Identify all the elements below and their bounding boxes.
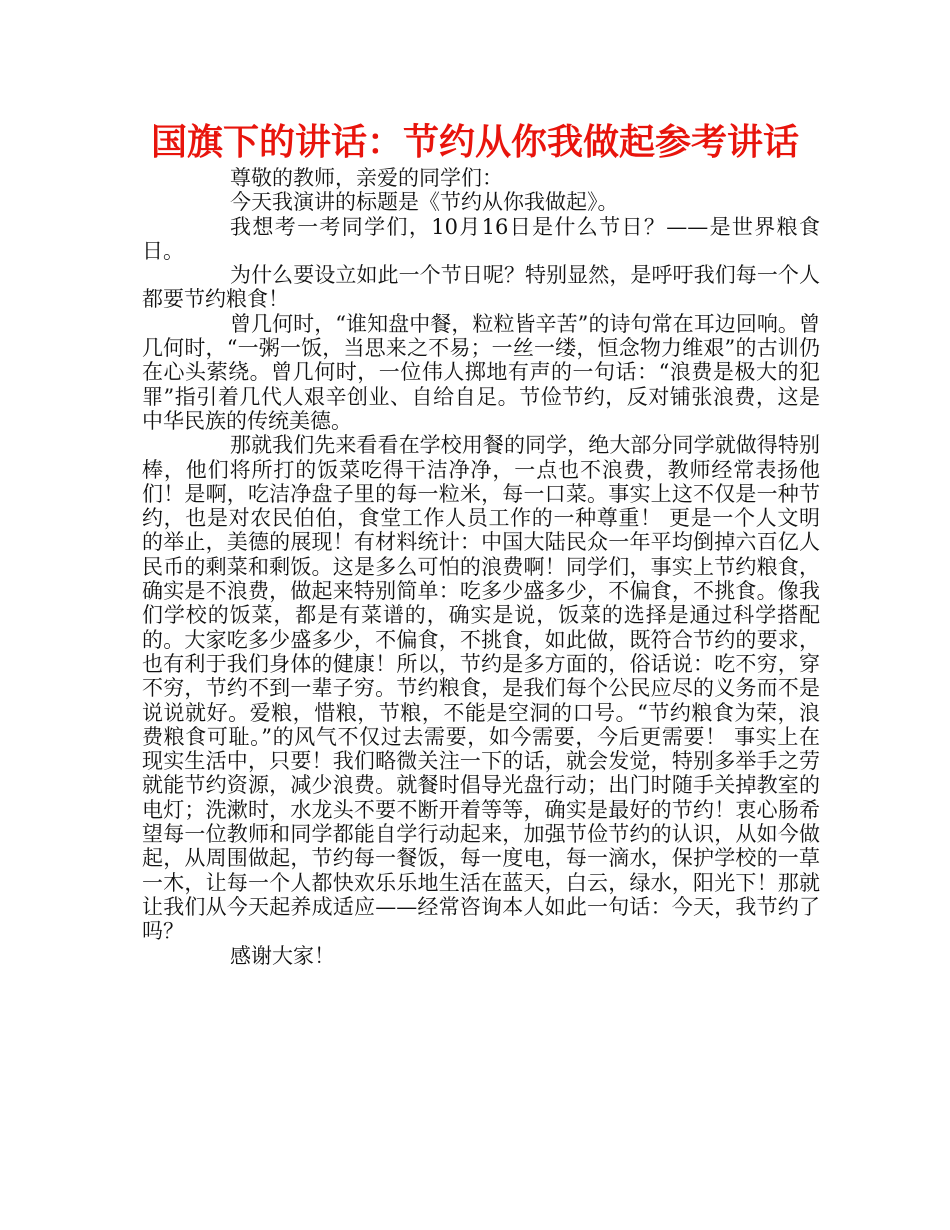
paragraph-main: 那就我们先来看看在学校用餐的同学，绝大部分同学就做得特别棒，他们将所打的饭菜吃得干洁净净，一点也不浪费，教师经常表扬他们！是啊，吃洁净盘子里的每一粒米，每一口菜。事实上这不仅是一种节约，也是对农民伯伯，食堂工作人员工作的一种尊重！ 更是一个人文明的举止，美德的展现！有材料统计：中国大陆民众一年平均倒掉六百亿人民币的剩菜和剩饭。这是多么可怕的浪费啊！同学们，事实上节约粮食，确实是不浪费，做起来特别简单：吃多少盛多少，不偏食，不挑食。像我们学校的饭菜，都是有菜谱的，确实是说，饭菜的选择是通过科学搭配的。大家吃多少盛多少，不偏食，不挑食，如此做，既符合节约的要求，也有利于我们身体的健康！所以，节约是多方面的，俗话说：吃不穷，穿不穷，节约不到一辈子穷。节约粮食，是我们每个公民应尽的义务而不是说说就好。爱粮，惜粮，节粮，不能是空洞的口号。“节约粮食为荣，浪费粮食可耻。”的风气不仅过去需要，如今需要，今后更需要！ 事实上在现实生活中，只要！我们略微关注一下的话，就会发觉，特别多举手之劳就能节约资源，减少浪费。就餐时倡导光盘行动；出门时随手关掉教室的电灯；洗漱时，水龙头不要不断开着等等，确实是最好的节约！衷心肠希望每一位教师和同学都能自学行动起来，加强节俭节约的认识，从如今做起，从周围做起，节约每一餐饭，每一度电，每一滴水，保护学校的一草一木，让每一个人都快欢乐乐地生活在蓝天，白云，绿水，阳光下！那就让我们从今天起养成适应——经常咨询本人如此一句话：今天，我节约了吗？ bbox=[142, 433, 820, 944]
paragraph-tradition: 曾几何时，“谁知盘中餐，粒粒皆辛苦”的诗句常在耳边回响。曾几何时，“一粥一饭，当思来之不易；一丝一缕，恒念物力维艰”的古训仍在心头萦绕。曾几何时，一位伟人掷地有声的一句话：“浪费是极大的犯罪”指引着几代人艰辛创业、自给自足。节俭节约，反对铺张浪费，这是中华民族的传统美德。 bbox=[142, 311, 820, 433]
paragraph-closing: 感谢大家！ bbox=[230, 943, 335, 968]
paragraph-greeting: 尊敬的教师，亲爱的同学们： bbox=[230, 166, 503, 190]
paragraph-topic: 今天我演讲的标题是《节约从你我做起》。 bbox=[230, 190, 619, 215]
paragraph-purpose: 为什么要设立如此一个节日呢？特别显然，是呼吁我们每一个人都要节约粮食！ bbox=[142, 263, 820, 312]
document-title: 国旗下的讲话：节约从你我做起参考讲话 bbox=[150, 122, 799, 163]
paragraph-question: 我想考一考同学们，10月16日是什么节日？——是世界粮食日。 bbox=[142, 214, 820, 263]
document-body bbox=[142, 166, 820, 968]
